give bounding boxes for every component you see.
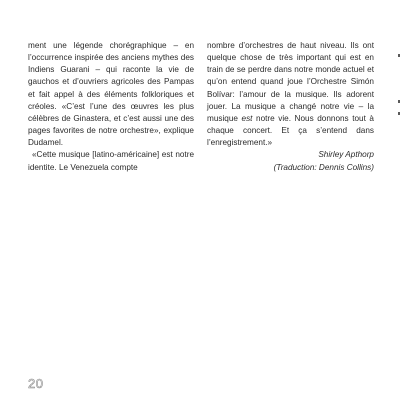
body-paragraph: ment une légende chorégraphique – en l’occurrence inspirée des anciens mythes des Indiens Guarani – qui raconte la vie de gauchos et d’ouvriers agricoles des Pampas et fait appel à des éléments folkloriques et créoles. «C’est l’une des œuvres les plus célèbres de Ginastera, et c’est aussi une des pages favorites de notre orchestre», explique Dudamel. — [28, 41, 194, 148]
page-number: 20 — [28, 376, 44, 391]
author-credit: Shirley Apthorp — [318, 150, 374, 160]
emphasized-word: est — [241, 113, 253, 123]
body-paragraph: «Cette musique [latino-américaine] est notre identite. Le Venezuela compte — [28, 150, 194, 172]
right-text-column — [207, 40, 374, 174]
body-text: notre vie. Nous donnons tout à chaque concert. Et ça s’entend dans l’enregistrement.» — [207, 113, 374, 148]
body-text: nombre d’orchestres de haut niveau. Ils ont quelque chose de très important qui est en train de se perdre dans notre monde actuel et qu’on entend quand joue l’Orchestre Simón Bolívar: l’amour de la musique. Ils adorent jouer. La musique a changé notre vie – la musique — [207, 41, 374, 123]
body-paragraph — [207, 40, 374, 149]
left-text-column — [28, 40, 194, 174]
translation-credit: (Traduction: Dennis Collins) — [273, 162, 374, 172]
